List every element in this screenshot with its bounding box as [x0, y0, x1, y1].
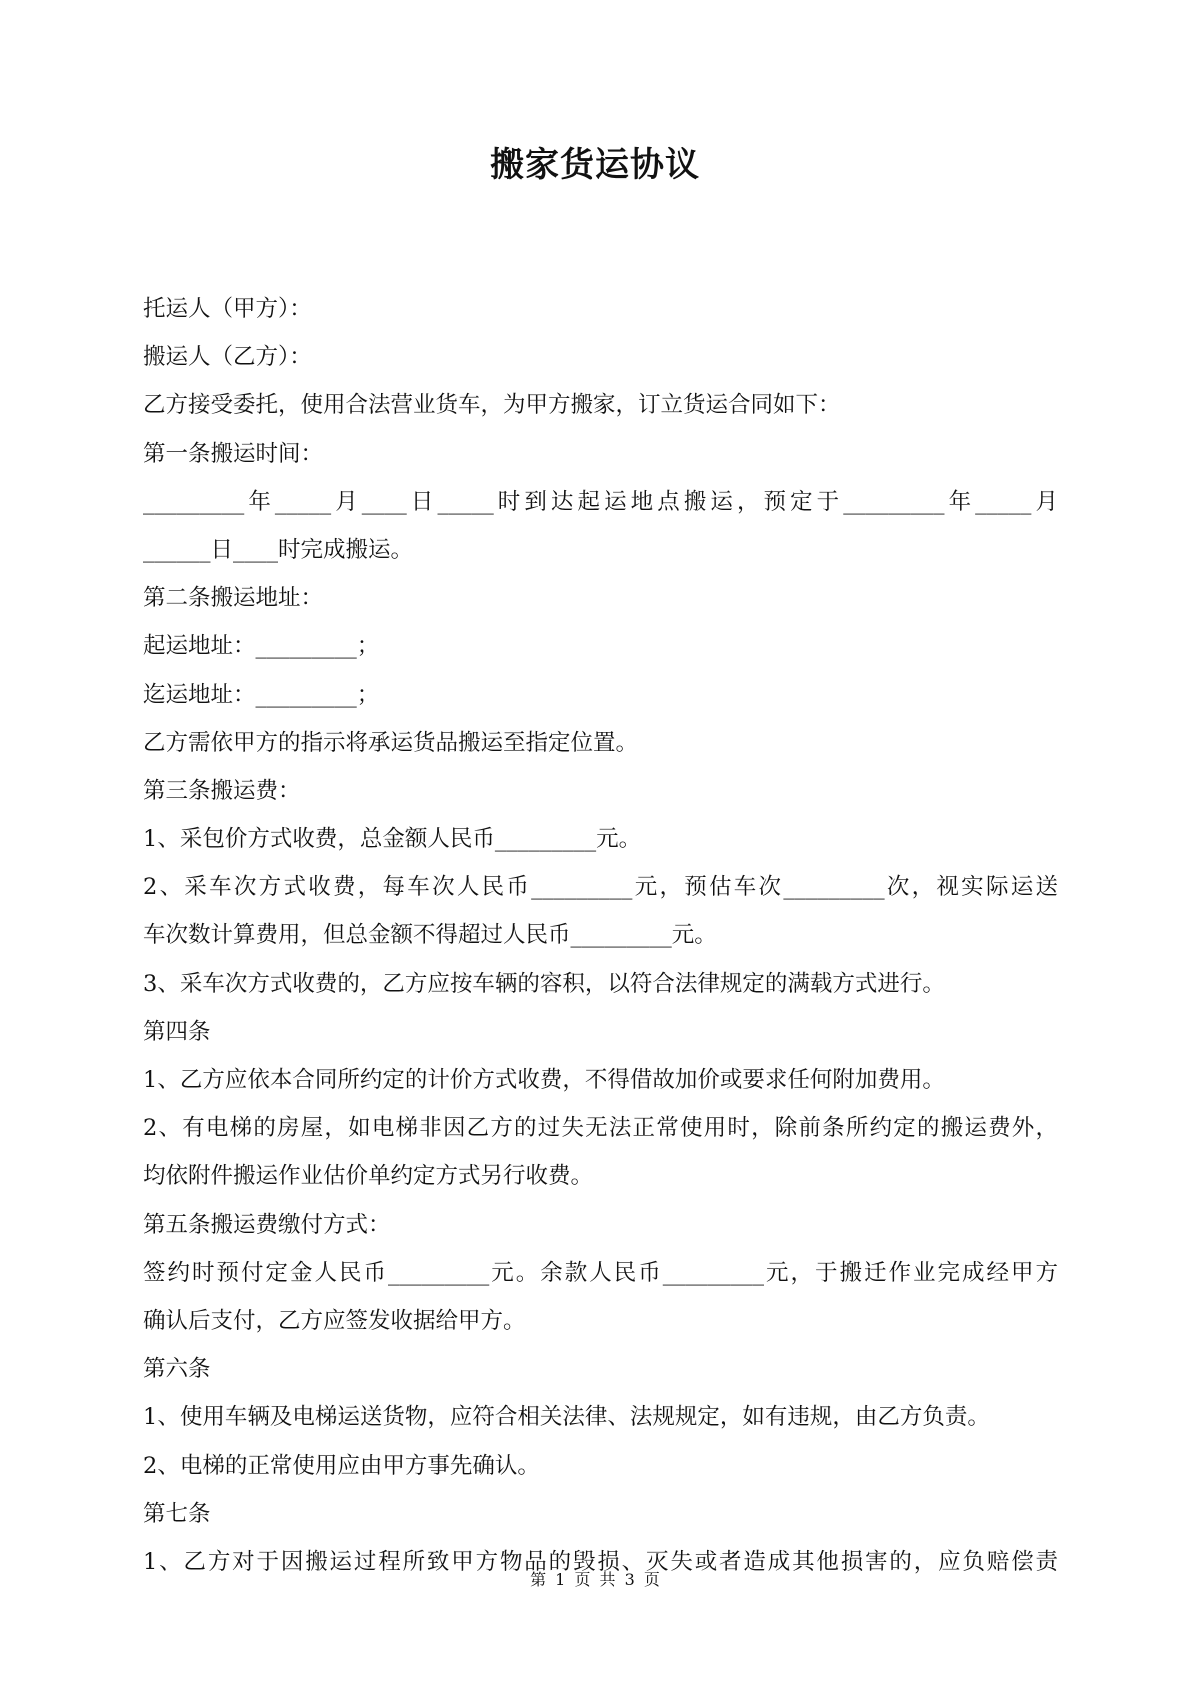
clause-line: 1、乙方应依本合同所约定的计价方式收费，不得借故加价或要求任何附加费用。: [143, 1067, 945, 1093]
clause-line: 3、采车次方式收费的，乙方应按车辆的容积，以符合法律规定的满载方式进行。: [143, 970, 945, 997]
clause-line: 搬运人（乙方）：: [143, 344, 312, 371]
clause-line: 2、有电梯的房屋，如电梯非因乙方的过失无法正常使用时，除前条所约定的搬运费外，: [143, 1115, 1058, 1142]
clause-line: 乙方需依甲方的指示将承运货品搬运至指定位置。: [143, 729, 639, 756]
section-heading: 第六条: [143, 1356, 211, 1383]
clause-line: 2、电梯的正常使用应由甲方事先确认。: [143, 1452, 540, 1479]
clause-line: 起运地址：_________；: [143, 633, 380, 660]
clause-line: 迄运地址：_________；: [143, 681, 380, 708]
clause-line: 确认后支付，乙方应签发收据给甲方。: [143, 1307, 526, 1334]
clause-line: 签约时预付定金人民币_________元。余款人民币_________元，于搬迁作业完成经甲方: [143, 1259, 1058, 1286]
clause-line: 2、采车次方式收费，每车次人民币_________元，预估车次_________次，视实际运送: [143, 874, 1058, 901]
clause-line: 均依附件搬运作业估价单约定方式另行收费。: [143, 1163, 594, 1190]
section-heading: 第五条搬运费缴付方式：: [143, 1211, 391, 1238]
section-heading: 第三条搬运费：: [143, 777, 301, 804]
clause-line: 1、采包价方式收费，总金额人民币_________元。: [143, 826, 642, 853]
clause-line: _________年_____月____日_____时到达起运地点搬运，预定于_________年_____月: [143, 488, 1058, 515]
section-heading: 第四条: [143, 1018, 211, 1045]
clause-line: 1、使用车辆及电梯运送货物，应符合相关法律、法规规定，如有违规，由乙方负责。: [143, 1404, 990, 1431]
clause-line: 1、乙方对于因搬运过程所致甲方物品的毁损、灭失或者造成其他损害的，应负赔偿责: [143, 1548, 1058, 1575]
document-title: 搬家货运协议: [490, 145, 700, 185]
page-footer: 第 1 页 共 3 页: [530, 1570, 660, 1589]
section-heading: 第二条搬运地址：: [143, 585, 324, 612]
section-heading: 第一条搬运时间：: [143, 440, 324, 467]
clause-line: 车次数计算费用，但总金额不得超过人民币_________元。: [143, 922, 717, 949]
document-body: [143, 285, 1058, 1586]
section-heading: 第七条: [143, 1500, 211, 1527]
clause-line: 托运人（甲方）：: [143, 296, 312, 322]
clause-line: ______日____时完成搬运。: [143, 536, 414, 563]
clause-line: 乙方接受委托，使用合法营业货车，为甲方搬家，订立货运合同如下：: [143, 392, 841, 419]
